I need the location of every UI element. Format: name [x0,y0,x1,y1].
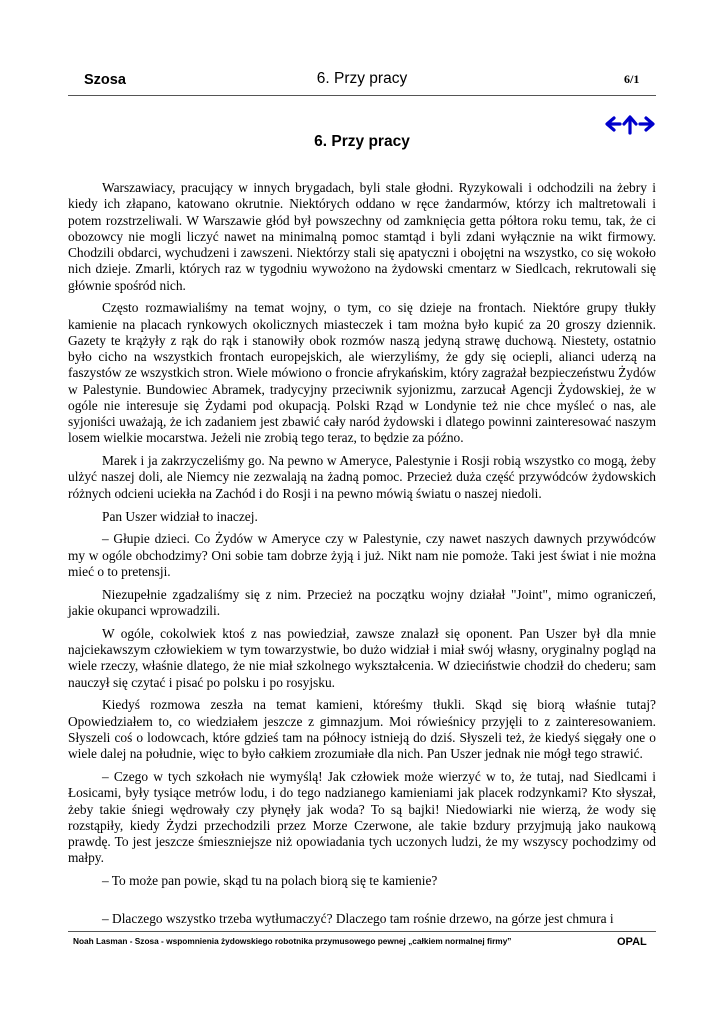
arrow-up-icon[interactable] [624,117,636,133]
paragraph: Kiedyś rozmowa zeszła na temat kamieni, któreśmy tłukli. Skąd się biorą właśnie tutaj? Opowiedziałem to, co wiedziałem jeszcze z gimnazjum. Moi rówieśnicy przyjęli to z zainteresowaniem. Słyszeli coś o lodowcach, które gdzieś tam na północy istnieją do dziś. Słyszeli też, że kiedyś sięgały one o wiele dalej na południe, więc to było całkiem zrozumiałe dla nich. Pan Uszer jednak nie mógł tego strawić. [68,697,656,762]
paragraph: – Czego w tych szkołach nie wymyślą! Jak człowiek może wierzyć w to, że tutaj, nad Siedlcami i Łosicami, były tysiące metrów lodu, i do tego nadzianego kamieniami jak placek rodzynkami? Kto słyszał, żeby takie śniegi wędrowały czy płynęły jak woda? To są bajki! Niedowiarki nie wierzą, że wody się rozstąpiły, kiedy Żydzi przechodzili przez Morze Czerwone, ale takie bzdury przyjmują jako naukową prawdę. To jest jeszcze śmieszniejsze niż opowiadania tych uczonych ludzi, że my wszyscy pochodzimy od małpy. [68,769,656,866]
header-divider [68,95,656,96]
paragraph: Pan Uszer widział to inaczej. [102,508,258,524]
arrow-right-icon[interactable] [640,118,653,130]
footer-brand: OPAL [617,936,647,948]
header-book-title: Szosa [84,72,126,88]
navigation-arrows-svg [604,114,656,134]
navigation-arrows [604,114,656,134]
paragraph: Często rozmawialiśmy na temat wojny, o tym, co się dzieje na frontach. Niektóre grupy tłukły kamienie na placach rynkowych okolicznych miasteczek i tam można było kupić za 20 groszy dziennik. Gazety te krążyły z rąk do rąk i stanowiły obok rozmów naszą jedyną strawę duchową. Niestety, ostatnio było cicho na wszystkich frontach europejskich, ale wierzyliśmy, że gdy się ociepli, alianci uderzą na faszystów ze wszystkich stron. Wiele mówiono o froncie afrykańskim, który zagrażał bezpieczeństwu Żydów w Palestynie. Bundowiec Abramek, tradycyjny przeciwnik syjonizmu, zarzucał Agencji Żydowskiej, że w ogóle nie interesuje się Żydami pod okupacją. Polski Rząd w Londynie też nie chce myśleć o nas, ale syjoniści uważają, że ich zadaniem jest zbawić cały naród żydowski i dlatego powinni zainteresować naszym losem wielkie mocarstwa. Jeżeli nie zrobią tego teraz, to będzie za późno. [68,300,656,446]
arrow-left-icon[interactable] [607,118,620,130]
paragraph: – Dlaczego wszystko trzeba wytłumaczyć? Dlaczego tam rośnie drzewo, na górze jest chmura i [102,911,614,927]
chapter-title: 6. Przy pracy [314,133,410,150]
footer-citation: Noah Lasman - Szosa - wspomnienia żydowskiego robotnika przymusowego pewnej „całkiem normalnej firmy” [73,936,512,946]
footer-divider [68,931,656,932]
header-page-number: 6/1 [624,72,640,86]
paragraph: – To może pan powie, skąd tu na polach biorą się te kamienie? [102,873,438,889]
paragraph: Marek i ja zakrzyczeliśmy go. Na pewno w Ameryce, Palestynie i Rosji robią wszystko co mogą, żeby ulżyć naszej doli, ale Niemcy nie zezwalają na żadną pomoc. Przecież duża część przywódców żydowskich różnych odcieni uciekła na Zachód i do Rosji i na pewno mówią światu o naszej niedoli. [68,453,656,501]
paragraph: Warszawiacy, pracujący w innych brygadach, byli stale głodni. Ryzykowali i odchodzili na żebry i kiedy ich złapano, katowano okrutnie. Niektórych oddano w ręce żandarmów, którzy ich maltretowali i potem rozstrzeliwali. W Warszawie głód był powszechny od zamknięcia getta półtora roku temu, tak, że ci obozowcy nie mogli liczyć nawet na minimalną pomoc stamtąd i byli zdani wyłącznie na wikt firmowy. Chodzili obdarci, wychudzeni i zawszeni. Niektórzy stali się apatyczni i obojętni na wszystko, co się wokoło nich dzieje. Zmarli, których raz w tygodniu wywożono na żydowski cmentarz w Siedlcach, rekrutowali się głównie spośród nich. [68,180,656,293]
chapter-body [68,180,656,927]
header-chapter-title: 6. Przy pracy [316,70,408,87]
paragraph: Niezupełnie zgadzaliśmy się z nim. Przecież na początku wojny działał "Joint", mimo ograniczeń, jakie okupanci wprowadzili. [68,586,656,618]
paragraph: – Głupie dzieci. Co Żydów w Ameryce czy w Palestynie, czy nawet naszych dawnych przywódców my w ogóle obchodzimy? Oni sobie tam dobrze żyją i już. Nikt nam nie pomoże. Taki jest świat i nie można mieć o to pretensji. [68,531,656,579]
paragraph: W ogóle, cokolwiek ktoś z nas powiedział, zawsze znalazł się oponent. Pan Uszer był dla mnie najciekawszym człowiekiem w tym towarzystwie, bo dużo widział i miał swój własny, oryginalny pogląd na wiele rzeczy, właśnie dlatego, że nie miał szkolnego wykształcenia. W dzieciństwie chodził do chederu; sam nauczył się czytać i pisać po polsku i po rosyjsku. [68,625,656,690]
